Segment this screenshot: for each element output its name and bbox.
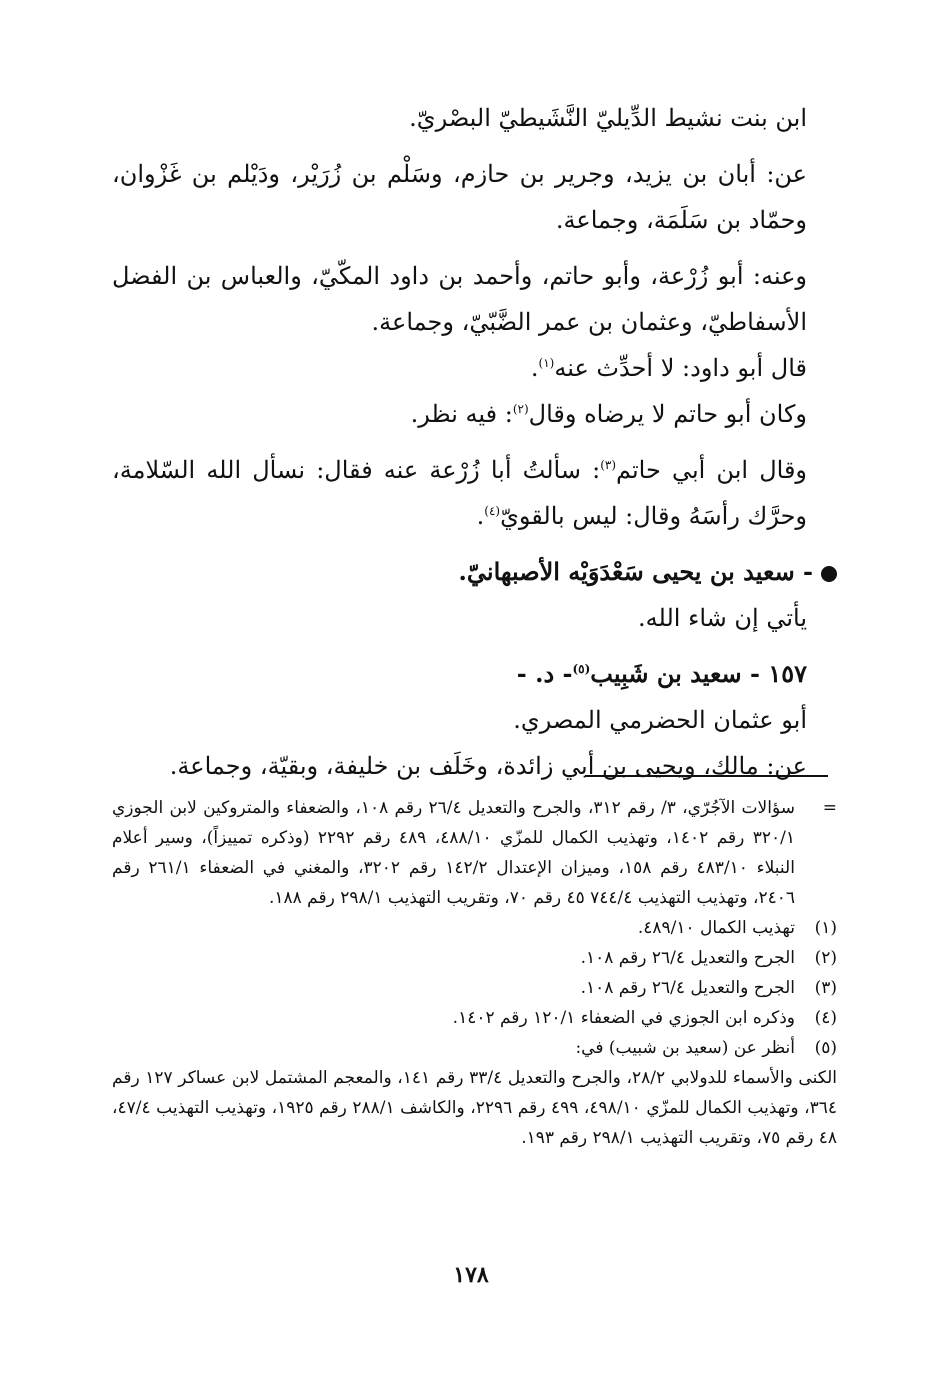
footnote-marker: (٤) xyxy=(814,1008,837,1028)
statement-text: وكان أبو حاتم لا يرضاه وقال xyxy=(528,400,807,428)
footnote-text: سؤالات الآجُرّي، ٣/ رقم ٣١٢، والجرح والتعديل ٢٦/٤ رقم ١٠٨، والضعفاء والمتروكين لابن الجوزي ٣٢٠/١ رقم ١٤٠٢، وتهذيب الكمال للمزّي ٤٨٨/١٠، ٤٨٩ رقم ٢٢٩٢ (وذكره تمييزاً)، وسير أعلام النبلاء ٤٨٣/١٠ رقم ١٥٨، وميزان الإعتدال ١٤٢/٢ رقم ٣٢٠٢، والمغني في الضعفاء ٢٦١/١ رقم ٢٤٠٦، وتهذيب التهذيب ٧٤٤/٤ ٤٥ رقم ٧٠، وتقريب التهذيب ٢٩٨/١ رقم ١٨٨. xyxy=(112,798,796,908)
footnote-marker: (٥) xyxy=(814,1038,837,1058)
entry-cross-reference: يأتي إن شاء الله. xyxy=(638,604,807,632)
students-paragraph: وعنه: أبو زُرْعة، وأبو حاتم، وأحمد بن داود المكّيّ، والعباس بن الفضل الأسفاطيّ، وعثمان بن عمر الضَّبّيّ، وجماعة. xyxy=(112,262,807,336)
main-text xyxy=(112,95,837,789)
kunya-line: أبو عثمان الحضرمي المصري. xyxy=(513,706,807,734)
footnote-text: الجرح والتعديل ٢٦/٤ رقم ١٠٨. xyxy=(580,978,795,998)
footnote-4 xyxy=(112,1003,837,1033)
footnote-ref-1: (١) xyxy=(538,356,555,370)
entry-heading-text: - سعيد بن يحيى سَعْدَوَيْه الأصبهانيّ. xyxy=(458,557,813,586)
entry-heading-saadawayh xyxy=(112,549,837,595)
abu-dawud-statement xyxy=(112,345,837,391)
teachers-paragraph: عن: أبان بن يزيد، وجرير بن حازم، وسَلْم بن زُرَيْر، ودَيْلم بن غَزْوان، وحمّاد بن سَلَمَة، وجماعة. xyxy=(112,160,807,234)
page-number: ١٧٨ xyxy=(453,1262,489,1288)
footnote-5 xyxy=(112,1033,837,1063)
entry-157-heading xyxy=(112,651,837,697)
biography-line: ابن بنت نشيط الدِّيليّ النَّشَيطيّ البصْريّ. xyxy=(409,104,807,132)
footnotes xyxy=(112,793,837,1153)
footnote-divider xyxy=(585,775,828,777)
ibn-abi-hatim-statement xyxy=(112,447,837,539)
footnote-marker: (٢) xyxy=(814,948,837,968)
footnote-1 xyxy=(112,913,837,943)
footnote-continuation xyxy=(112,793,837,913)
footnote-text: وذكره ابن الجوزي في الضعفاء ١٢٠/١ رقم ١٤٠٢. xyxy=(452,1008,795,1028)
bullet-icon xyxy=(821,566,837,582)
teachers-paragraph-157: عن: مالك، ويحيى بن أبي زائدة، وخَلَف بن خليفة، وبقيّة، وجماعة. xyxy=(169,752,807,780)
statement-middle: : سألتُ أبا زُرْعة عنه فقال: نسأل الله السّلامة، وحرَّك رأسَهُ وقال: ليس بالقويّ xyxy=(112,456,807,530)
footnote-5-continuation: الكنى والأسماء للدولابي ٢٨/٢، والجرح والتعديل ٣٣/٤ رقم ١٤١، والمعجم المشتمل لابن عساكر ١٢٧ رقم ٣٦٤، وتهذيب الكمال للمزّي ٤٩٨/١٠، ٤٩٩ رقم ٢٢٩٦، والكاشف ٢٨٨/١ رقم ١٩٢٥، وتهذيب التهذيب ٤٧/٤، ٤٨ رقم ٧٥، وتقريب التهذيب ٢٩٨/١ رقم ١٩٣. xyxy=(112,1068,837,1148)
footnote-marker: (٣) xyxy=(814,978,837,998)
footnote-ref-3: (٣) xyxy=(600,458,617,472)
footnote-3 xyxy=(112,973,837,1003)
statement-text: وقال ابن أبي حاتم xyxy=(616,456,808,484)
abu-hatim-statement xyxy=(112,391,837,437)
statement-end: . xyxy=(476,502,485,530)
footnote-text: تهذيب الكمال ٤٨٩/١٠. xyxy=(637,918,795,938)
entry-157-symbol: - د. - xyxy=(516,659,573,688)
footnote-ref-4: (٤) xyxy=(484,504,501,518)
statement-text: قال أبو داود: لا أحدِّث عنه xyxy=(554,354,807,382)
entry-157-title: ١٥٧ - سعيد بن شَبِيب xyxy=(590,659,807,688)
statement-end: . xyxy=(530,354,539,382)
footnote-text: الجرح والتعديل ٢٦/٤ رقم ١٠٨. xyxy=(580,948,795,968)
footnote-marker: = xyxy=(822,798,837,818)
footnote-ref-2: (٢) xyxy=(512,402,529,416)
footnote-text: أنظر عن (سعيد بن شبيب) في: xyxy=(575,1038,795,1058)
statement-end: : فيه نظر. xyxy=(410,400,513,428)
footnote-marker: (١) xyxy=(814,918,837,938)
footnote-ref-5: (٥) xyxy=(572,662,591,676)
footnote-2 xyxy=(112,943,837,973)
